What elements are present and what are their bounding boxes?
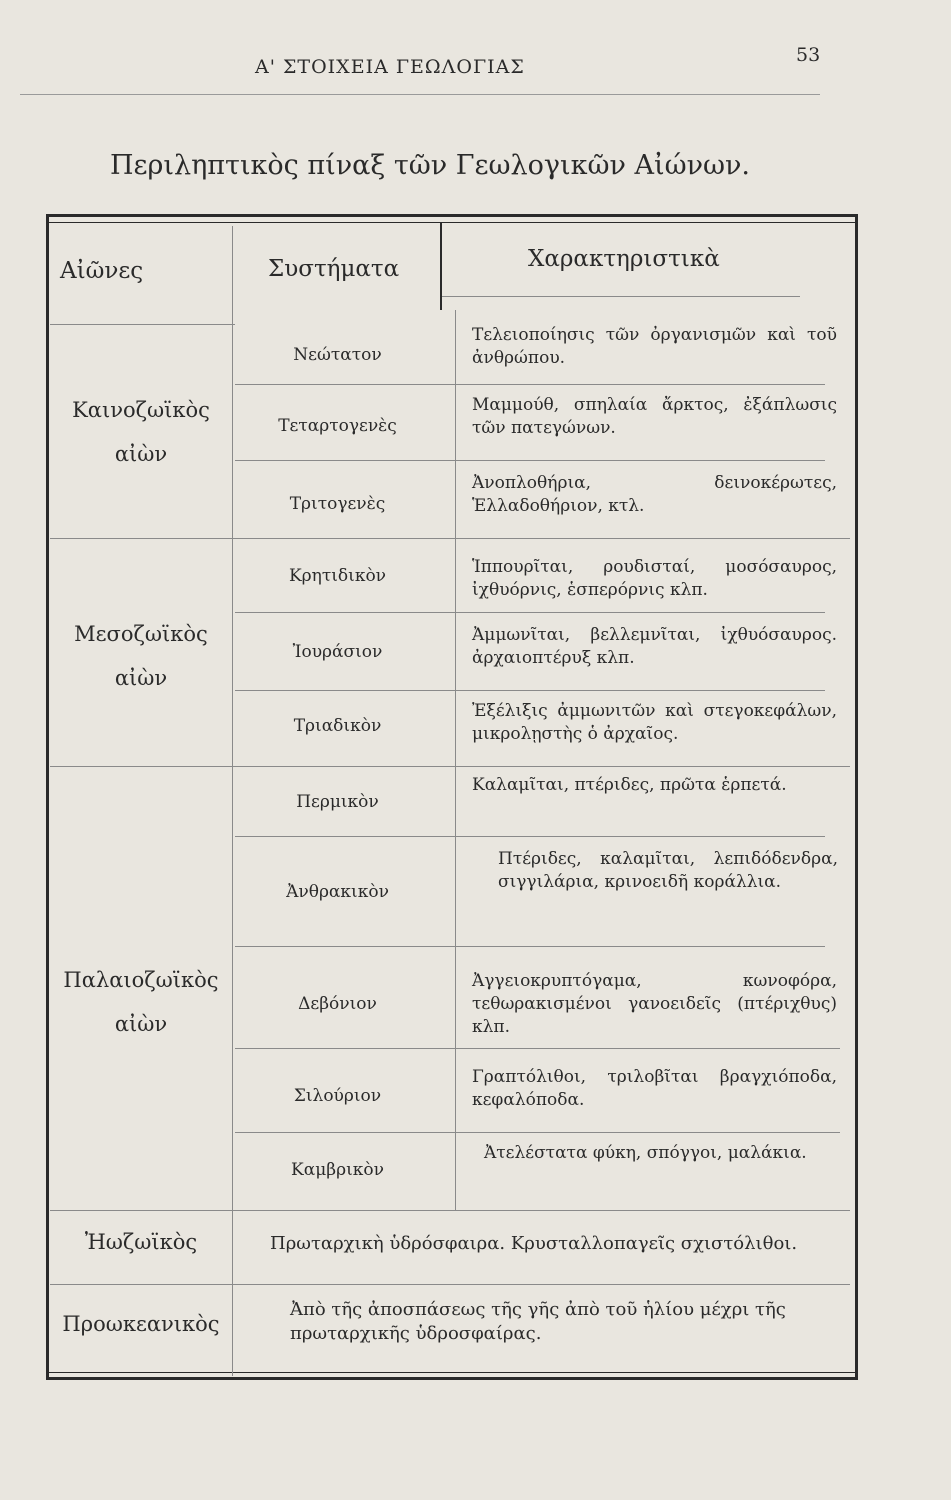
characteristics-pre-oceanic: Ἀπὸ τῆς ἀποσπάσεως τῆς γῆς ἀπὸ τοῦ ἡλίου μέχρι τῆς πρωταρχικῆς ὑδροσφαίρας.	[290, 1299, 786, 1344]
column-divider-2-top	[440, 222, 442, 310]
header-divider-eras	[50, 324, 235, 325]
era-paleozoic-name: Παλαιοζωϊκὸς	[63, 968, 219, 992]
system-silurian: Σιλούριον	[293, 1086, 382, 1106]
era-eozoic: Ἠωζωϊκὸς	[84, 1230, 198, 1254]
row-divider	[235, 836, 825, 837]
era-mesozoic-suffix: αἰὼν	[114, 666, 168, 690]
characteristics-permian: Καλαμῖται, πτέριδες, πρῶτα ἑρπετά.	[472, 775, 787, 795]
row-divider	[235, 946, 825, 947]
system-neotaton: Νεώτατον	[293, 345, 382, 365]
era-mesozoic-name: Μεσοζωϊκὸς	[74, 622, 208, 646]
running-head-title: Α' ΣΤΟΙΧΕΙΑ ΓΕΩΛΟΓΙΑΣ	[255, 56, 525, 78]
era-paleozoic	[50, 958, 232, 1046]
row-divider	[235, 384, 825, 385]
table-frame-inner-top	[46, 222, 858, 223]
system-quaternary: Τεταρτογενὲς	[278, 416, 397, 436]
page-number: 53	[796, 44, 821, 66]
characteristics-jurassic: Ἀμμωνῖται, βελλεμνῖται, ἰχθυόσαυρος. ἀρχαιοπτέρυξ κλπ.	[472, 625, 837, 668]
table-frame-inner-bottom	[46, 1372, 858, 1373]
row-divider	[235, 1048, 840, 1049]
era-divider-1	[50, 538, 850, 539]
table-title: Περιληπτικὸς πίναξ τῶν Γεωλογικῶν Αἰώνων.	[110, 150, 751, 181]
system-cretaceous: Κρητιδικὸν	[288, 566, 387, 586]
running-head-rule	[20, 94, 820, 95]
column-divider-2	[455, 310, 456, 1210]
characteristics-silurian: Γραπτόλιθοι, τριλοβῖται βραγχιόποδα, κεφαλόποδα.	[472, 1067, 837, 1110]
system-tertiary: Τριτογενὲς	[289, 494, 386, 514]
system-jurassic: Ἰουράσιον	[292, 642, 383, 662]
characteristics-quaternary: Μαμμούθ, σπηλαία ἄρκτος, ἐξάπλωσις τῶν πατεγώνων.	[472, 395, 837, 438]
era-paleozoic-suffix: αἰὼν	[114, 1012, 168, 1036]
era-cenozoic-suffix: αἰὼν	[114, 442, 168, 466]
row-divider	[235, 690, 825, 691]
header-eras: Αἰῶνες	[60, 258, 144, 284]
characteristics-neotaton: Τελειοποίησις τῶν ὀργανισμῶν καὶ τοῦ ἀνθρώπου.	[472, 325, 837, 368]
characteristics-triassic: Ἐξέλιξις ἀμμωνιτῶν καὶ στεγοκεφάλων, μικρολῃστὴς ὁ ἀρχαῖος.	[472, 701, 837, 744]
era-cenozoic	[50, 388, 232, 476]
running-head	[0, 44, 951, 92]
era-divider-3	[50, 1210, 850, 1211]
characteristics-devonian: Ἀγγειοκρυπτόγαμα, κωνοφόρα, τεθωρακισμένοι γανοειδεῖς (πτέριχθυς) κλπ.	[472, 971, 837, 1037]
header-divider-characteristics	[440, 296, 800, 297]
era-divider-4	[50, 1284, 850, 1285]
system-cambrian: Καμβρικὸν	[291, 1160, 384, 1180]
characteristics-cambrian: Ἀτελέστατα φύκη, σπόγγοι, μαλάκια.	[484, 1143, 807, 1163]
era-divider-2	[50, 766, 850, 767]
system-carboniferous: Ἀνθρακικὸν	[286, 882, 389, 902]
era-pre-oceanic: Προωκεανικὸς	[62, 1312, 220, 1336]
system-permian: Περμικὸν	[296, 792, 379, 812]
characteristics-cretaceous: Ἱππουρῖται, ρουδισταί, μοσόσαυρος, ἰχθυόρνις, ἑσπερόρνις κλπ.	[472, 557, 837, 600]
header-characteristics: Χαρακτηριστικὰ	[528, 246, 720, 272]
row-divider	[235, 460, 825, 461]
row-divider	[235, 612, 825, 613]
row-divider	[235, 1132, 840, 1133]
characteristics-tertiary: Ἀνοπλοθήρια, δεινοκέρωτες, Ἑλλαδοθήριον, κτλ.	[472, 473, 837, 516]
characteristics-carboniferous: Πτέριδες, καλαμῖται, λεπιδόδενδρα, σιγγιλάρια, κρινοειδῆ κοράλλια.	[498, 849, 838, 892]
era-mesozoic	[50, 612, 232, 700]
system-triassic: Τριαδικὸν	[293, 716, 382, 736]
header-systems: Συστήματα	[268, 256, 400, 282]
system-devonian: Δεβόνιον	[298, 994, 377, 1014]
characteristics-eozoic: Πρωταρχικὴ ὑδρόσφαιρα. Κρυσταλλοπαγεῖς σχιστόλιθοι.	[270, 1233, 798, 1254]
column-divider-1	[232, 226, 233, 1376]
era-cenozoic-name: Καινοζωϊκὸς	[72, 398, 210, 422]
